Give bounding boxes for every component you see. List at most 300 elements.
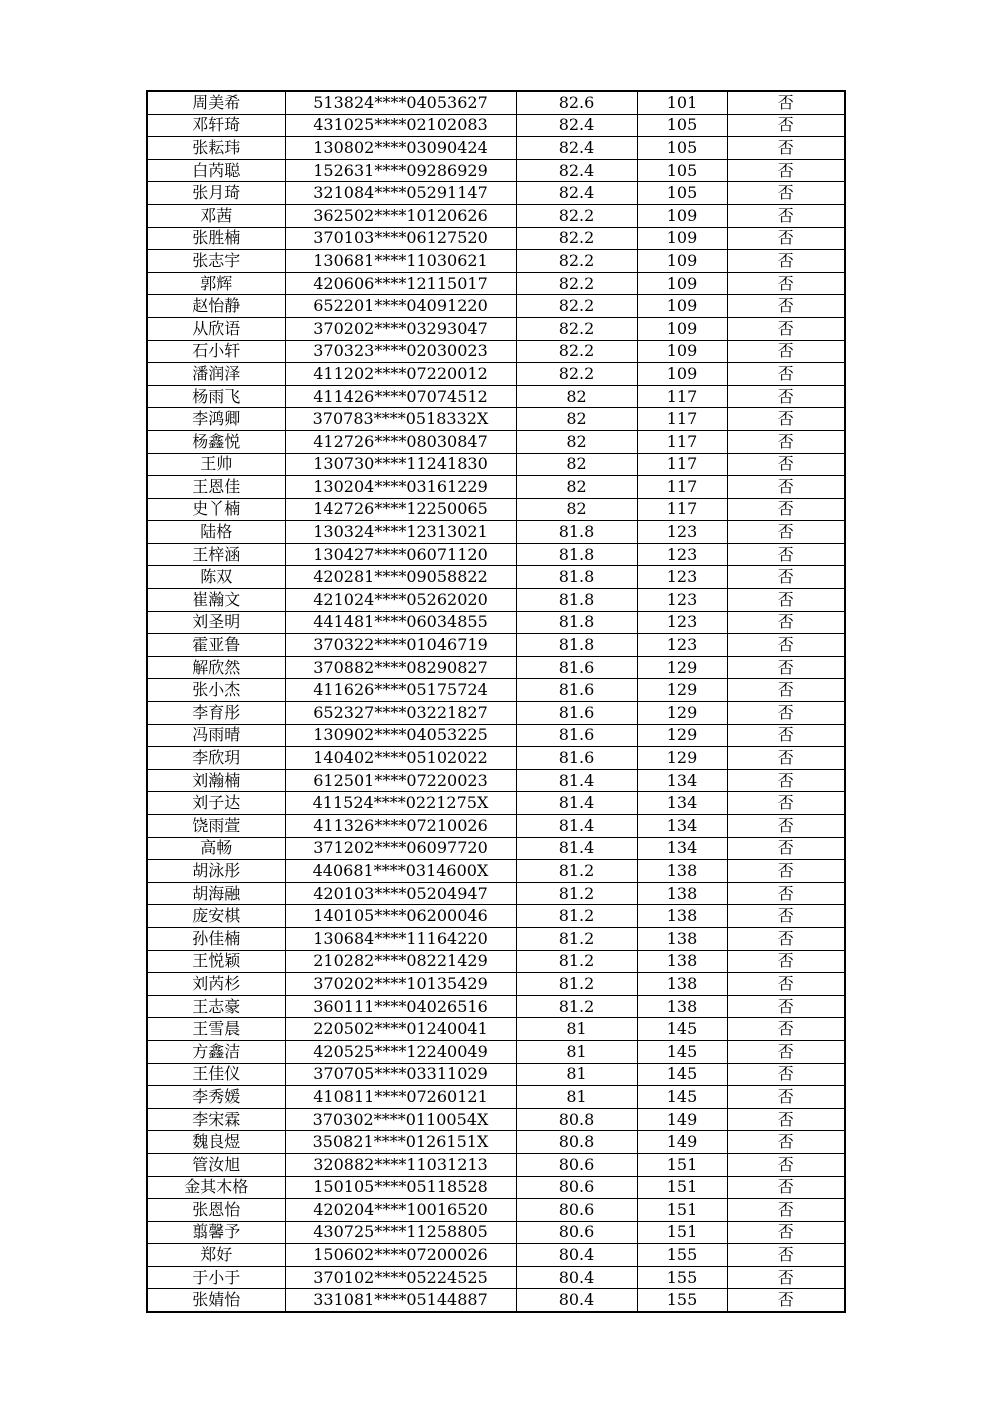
flag-cell: 否 <box>727 747 845 770</box>
name-cell: 高畅 <box>147 837 285 860</box>
score-cell: 82.2 <box>516 272 637 295</box>
id-number-cell: 130684****11164220 <box>285 927 516 950</box>
flag-cell: 否 <box>727 1063 845 1086</box>
flag-cell: 否 <box>727 679 845 702</box>
id-number-cell: 210282****08221429 <box>285 950 516 973</box>
results-table <box>146 90 846 1313</box>
id-number-cell: 331081****05144887 <box>285 1289 516 1312</box>
flag-cell: 否 <box>727 769 845 792</box>
table-row <box>147 679 845 702</box>
name-cell: 杨鑫悦 <box>147 430 285 453</box>
rank-cell: 138 <box>637 860 727 883</box>
name-cell: 崔瀚文 <box>147 589 285 612</box>
id-number-cell: 142726****12250065 <box>285 498 516 521</box>
id-number-cell: 652201****04091220 <box>285 295 516 318</box>
id-number-cell: 513824****04053627 <box>285 91 516 114</box>
table-row <box>147 815 845 838</box>
name-cell: 张胜楠 <box>147 227 285 250</box>
flag-cell: 否 <box>727 476 845 499</box>
table-row <box>147 1040 845 1063</box>
score-cell: 81.4 <box>516 769 637 792</box>
score-cell: 82.2 <box>516 340 637 363</box>
rank-cell: 151 <box>637 1221 727 1244</box>
id-number-cell: 130427****06071120 <box>285 543 516 566</box>
table-row <box>147 1244 845 1267</box>
score-cell: 81.2 <box>516 973 637 996</box>
rank-cell: 109 <box>637 295 727 318</box>
rank-cell: 117 <box>637 385 727 408</box>
id-number-cell: 130204****03161229 <box>285 476 516 499</box>
flag-cell: 否 <box>727 1176 845 1199</box>
name-cell: 冯雨晴 <box>147 724 285 747</box>
rank-cell: 105 <box>637 137 727 160</box>
score-cell: 81.8 <box>516 566 637 589</box>
id-number-cell: 420606****12115017 <box>285 272 516 295</box>
score-cell: 82 <box>516 385 637 408</box>
rank-cell: 145 <box>637 1086 727 1109</box>
name-cell: 白芮聪 <box>147 159 285 182</box>
table-row <box>147 702 845 725</box>
table-row <box>147 724 845 747</box>
rank-cell: 151 <box>637 1176 727 1199</box>
score-cell: 81 <box>516 1018 637 1041</box>
score-cell: 81.8 <box>516 543 637 566</box>
id-number-cell: 411426****07074512 <box>285 385 516 408</box>
name-cell: 张月琦 <box>147 182 285 205</box>
id-number-cell: 360111****04026516 <box>285 995 516 1018</box>
name-cell: 魏良煜 <box>147 1131 285 1154</box>
rank-cell: 138 <box>637 905 727 928</box>
rank-cell: 105 <box>637 114 727 137</box>
results-table-body <box>147 91 845 1312</box>
name-cell: 金其木格 <box>147 1176 285 1199</box>
id-number-cell: 420281****09058822 <box>285 566 516 589</box>
flag-cell: 否 <box>727 1266 845 1289</box>
score-cell: 81 <box>516 1063 637 1086</box>
rank-cell: 129 <box>637 724 727 747</box>
id-number-cell: 130681****11030621 <box>285 250 516 273</box>
score-cell: 80.8 <box>516 1108 637 1131</box>
name-cell: 陈双 <box>147 566 285 589</box>
rank-cell: 134 <box>637 792 727 815</box>
table-row <box>147 340 845 363</box>
rank-cell: 117 <box>637 476 727 499</box>
table-row <box>147 1221 845 1244</box>
name-cell: 周美希 <box>147 91 285 114</box>
flag-cell: 否 <box>727 340 845 363</box>
score-cell: 82.2 <box>516 204 637 227</box>
score-cell: 82.4 <box>516 159 637 182</box>
rank-cell: 138 <box>637 950 727 973</box>
table-row <box>147 792 845 815</box>
table-row <box>147 769 845 792</box>
rank-cell: 155 <box>637 1289 727 1312</box>
score-cell: 81 <box>516 1040 637 1063</box>
name-cell: 潘润泽 <box>147 363 285 386</box>
id-number-cell: 150602****07200026 <box>285 1244 516 1267</box>
id-number-cell: 430725****11258805 <box>285 1221 516 1244</box>
score-cell: 81.2 <box>516 860 637 883</box>
table-row <box>147 453 845 476</box>
score-cell: 82 <box>516 476 637 499</box>
score-cell: 82 <box>516 408 637 431</box>
score-cell: 82.4 <box>516 182 637 205</box>
table-row <box>147 1289 845 1312</box>
id-number-cell: 440681****0314600X <box>285 860 516 883</box>
id-number-cell: 370202****10135429 <box>285 973 516 996</box>
id-number-cell: 370705****03311029 <box>285 1063 516 1086</box>
table-row <box>147 250 845 273</box>
score-cell: 81.8 <box>516 589 637 612</box>
table-row <box>147 1199 845 1222</box>
id-number-cell: 420525****12240049 <box>285 1040 516 1063</box>
flag-cell: 否 <box>727 250 845 273</box>
score-cell: 82.2 <box>516 363 637 386</box>
rank-cell: 129 <box>637 747 727 770</box>
table-row <box>147 882 845 905</box>
rank-cell: 117 <box>637 453 727 476</box>
flag-cell: 否 <box>727 882 845 905</box>
table-row <box>147 204 845 227</box>
table-row <box>147 1153 845 1176</box>
score-cell: 82.6 <box>516 91 637 114</box>
flag-cell: 否 <box>727 566 845 589</box>
id-number-cell: 412726****08030847 <box>285 430 516 453</box>
rank-cell: 145 <box>637 1063 727 1086</box>
rank-cell: 117 <box>637 498 727 521</box>
id-number-cell: 410811****07260121 <box>285 1086 516 1109</box>
table-row <box>147 295 845 318</box>
table-row <box>147 1266 845 1289</box>
flag-cell: 否 <box>727 634 845 657</box>
id-number-cell: 370202****03293047 <box>285 317 516 340</box>
score-cell: 80.4 <box>516 1244 637 1267</box>
flag-cell: 否 <box>727 543 845 566</box>
table-row <box>147 973 845 996</box>
score-cell: 81.8 <box>516 611 637 634</box>
score-cell: 81.6 <box>516 702 637 725</box>
id-number-cell: 420103****05204947 <box>285 882 516 905</box>
name-cell: 饶雨萱 <box>147 815 285 838</box>
score-cell: 82 <box>516 430 637 453</box>
rank-cell: 129 <box>637 702 727 725</box>
score-cell: 81.8 <box>516 521 637 544</box>
name-cell: 张小杰 <box>147 679 285 702</box>
id-number-cell: 612501****07220023 <box>285 769 516 792</box>
score-cell: 82.4 <box>516 114 637 137</box>
table-row <box>147 543 845 566</box>
rank-cell: 101 <box>637 91 727 114</box>
id-number-cell: 220502****01240041 <box>285 1018 516 1041</box>
name-cell: 刘子达 <box>147 792 285 815</box>
table-row <box>147 363 845 386</box>
score-cell: 80.4 <box>516 1289 637 1312</box>
flag-cell: 否 <box>727 950 845 973</box>
table-row <box>147 747 845 770</box>
id-number-cell: 350821****0126151X <box>285 1131 516 1154</box>
id-number-cell: 441481****06034855 <box>285 611 516 634</box>
flag-cell: 否 <box>727 1153 845 1176</box>
id-number-cell: 152631****09286929 <box>285 159 516 182</box>
score-cell: 80.8 <box>516 1131 637 1154</box>
score-cell: 80.6 <box>516 1153 637 1176</box>
name-cell: 石小轩 <box>147 340 285 363</box>
flag-cell: 否 <box>727 182 845 205</box>
rank-cell: 138 <box>637 927 727 950</box>
score-cell: 81.2 <box>516 882 637 905</box>
id-number-cell: 431025****02102083 <box>285 114 516 137</box>
id-number-cell: 140105****06200046 <box>285 905 516 928</box>
rank-cell: 123 <box>637 611 727 634</box>
id-number-cell: 130730****11241830 <box>285 453 516 476</box>
flag-cell: 否 <box>727 860 845 883</box>
flag-cell: 否 <box>727 927 845 950</box>
rank-cell: 155 <box>637 1244 727 1267</box>
flag-cell: 否 <box>727 204 845 227</box>
id-number-cell: 370102****05224525 <box>285 1266 516 1289</box>
table-row <box>147 227 845 250</box>
name-cell: 邓轩琦 <box>147 114 285 137</box>
id-number-cell: 370103****06127520 <box>285 227 516 250</box>
flag-cell: 否 <box>727 137 845 160</box>
flag-cell: 否 <box>727 724 845 747</box>
id-number-cell: 321084****05291147 <box>285 182 516 205</box>
table-row <box>147 1176 845 1199</box>
flag-cell: 否 <box>727 702 845 725</box>
flag-cell: 否 <box>727 611 845 634</box>
table-row <box>147 182 845 205</box>
flag-cell: 否 <box>727 792 845 815</box>
flag-cell: 否 <box>727 295 845 318</box>
rank-cell: 138 <box>637 973 727 996</box>
table-row <box>147 566 845 589</box>
rank-cell: 129 <box>637 656 727 679</box>
id-number-cell: 362502****10120626 <box>285 204 516 227</box>
flag-cell: 否 <box>727 1199 845 1222</box>
name-cell: 翦馨予 <box>147 1221 285 1244</box>
score-cell: 81.6 <box>516 724 637 747</box>
name-cell: 李欣玥 <box>147 747 285 770</box>
table-row <box>147 385 845 408</box>
rank-cell: 109 <box>637 227 727 250</box>
id-number-cell: 371202****06097720 <box>285 837 516 860</box>
table-row <box>147 656 845 679</box>
id-number-cell: 370323****02030023 <box>285 340 516 363</box>
table-row <box>147 430 845 453</box>
score-cell: 82.2 <box>516 227 637 250</box>
id-number-cell: 320882****11031213 <box>285 1153 516 1176</box>
score-cell: 81.6 <box>516 656 637 679</box>
id-number-cell: 421024****05262020 <box>285 589 516 612</box>
rank-cell: 145 <box>637 1018 727 1041</box>
rank-cell: 109 <box>637 317 727 340</box>
table-row <box>147 137 845 160</box>
table-row <box>147 91 845 114</box>
table-row <box>147 995 845 1018</box>
score-cell: 80.4 <box>516 1266 637 1289</box>
id-number-cell: 130902****04053225 <box>285 724 516 747</box>
flag-cell: 否 <box>727 973 845 996</box>
name-cell: 李育彤 <box>147 702 285 725</box>
table-row <box>147 611 845 634</box>
flag-cell: 否 <box>727 815 845 838</box>
score-cell: 81.8 <box>516 634 637 657</box>
flag-cell: 否 <box>727 114 845 137</box>
name-cell: 郑好 <box>147 1244 285 1267</box>
id-number-cell: 411524****0221275X <box>285 792 516 815</box>
name-cell: 张恩怡 <box>147 1199 285 1222</box>
id-number-cell: 370302****0110054X <box>285 1108 516 1131</box>
score-cell: 81.2 <box>516 927 637 950</box>
table-row <box>147 589 845 612</box>
id-number-cell: 130324****12313021 <box>285 521 516 544</box>
table-row <box>147 950 845 973</box>
table-row <box>147 521 845 544</box>
flag-cell: 否 <box>727 589 845 612</box>
flag-cell: 否 <box>727 159 845 182</box>
rank-cell: 123 <box>637 634 727 657</box>
score-cell: 81.2 <box>516 950 637 973</box>
id-number-cell: 370322****01046719 <box>285 634 516 657</box>
name-cell: 方鑫洁 <box>147 1040 285 1063</box>
rank-cell: 109 <box>637 272 727 295</box>
rank-cell: 149 <box>637 1131 727 1154</box>
name-cell: 张志宇 <box>147 250 285 273</box>
table-row <box>147 498 845 521</box>
name-cell: 刘芮杉 <box>147 973 285 996</box>
rank-cell: 149 <box>637 1108 727 1131</box>
name-cell: 李宋霖 <box>147 1108 285 1131</box>
score-cell: 81.2 <box>516 995 637 1018</box>
flag-cell: 否 <box>727 1131 845 1154</box>
name-cell: 陆格 <box>147 521 285 544</box>
flag-cell: 否 <box>727 272 845 295</box>
name-cell: 刘瀚楠 <box>147 769 285 792</box>
flag-cell: 否 <box>727 1108 845 1131</box>
flag-cell: 否 <box>727 1086 845 1109</box>
table-row <box>147 634 845 657</box>
table-row <box>147 1018 845 1041</box>
rank-cell: 134 <box>637 815 727 838</box>
rank-cell: 155 <box>637 1266 727 1289</box>
name-cell: 胡海融 <box>147 882 285 905</box>
flag-cell: 否 <box>727 1221 845 1244</box>
rank-cell: 123 <box>637 521 727 544</box>
score-cell: 81.6 <box>516 747 637 770</box>
name-cell: 张耘玮 <box>147 137 285 160</box>
table-row <box>147 408 845 431</box>
table-row <box>147 159 845 182</box>
rank-cell: 105 <box>637 159 727 182</box>
name-cell: 张婧怡 <box>147 1289 285 1312</box>
table-row <box>147 114 845 137</box>
flag-cell: 否 <box>727 995 845 1018</box>
table-row <box>147 1108 845 1131</box>
score-cell: 81.4 <box>516 815 637 838</box>
flag-cell: 否 <box>727 521 845 544</box>
name-cell: 赵怡静 <box>147 295 285 318</box>
table-row <box>147 476 845 499</box>
name-cell: 王帅 <box>147 453 285 476</box>
flag-cell: 否 <box>727 385 845 408</box>
flag-cell: 否 <box>727 1040 845 1063</box>
name-cell: 王佳仪 <box>147 1063 285 1086</box>
name-cell: 郭辉 <box>147 272 285 295</box>
rank-cell: 123 <box>637 589 727 612</box>
name-cell: 王雪晨 <box>147 1018 285 1041</box>
score-cell: 80.6 <box>516 1176 637 1199</box>
rank-cell: 109 <box>637 363 727 386</box>
name-cell: 刘圣明 <box>147 611 285 634</box>
rank-cell: 138 <box>637 995 727 1018</box>
score-cell: 81.4 <box>516 837 637 860</box>
rank-cell: 109 <box>637 340 727 363</box>
name-cell: 王梓涵 <box>147 543 285 566</box>
name-cell: 管汝旭 <box>147 1153 285 1176</box>
score-cell: 82.4 <box>516 137 637 160</box>
score-cell: 81.4 <box>516 792 637 815</box>
table-row <box>147 1063 845 1086</box>
flag-cell: 否 <box>727 1289 845 1312</box>
rank-cell: 129 <box>637 679 727 702</box>
name-cell: 李鸿卿 <box>147 408 285 431</box>
id-number-cell: 370882****08290827 <box>285 656 516 679</box>
flag-cell: 否 <box>727 905 845 928</box>
rank-cell: 138 <box>637 882 727 905</box>
name-cell: 霍亚鲁 <box>147 634 285 657</box>
score-cell: 82.2 <box>516 317 637 340</box>
table-row <box>147 317 845 340</box>
name-cell: 王悦颖 <box>147 950 285 973</box>
flag-cell: 否 <box>727 363 845 386</box>
score-cell: 80.6 <box>516 1221 637 1244</box>
flag-cell: 否 <box>727 1018 845 1041</box>
id-number-cell: 411202****07220012 <box>285 363 516 386</box>
flag-cell: 否 <box>727 430 845 453</box>
rank-cell: 109 <box>637 204 727 227</box>
id-number-cell: 140402****05102022 <box>285 747 516 770</box>
rank-cell: 151 <box>637 1199 727 1222</box>
name-cell: 庞安棋 <box>147 905 285 928</box>
name-cell: 史丫楠 <box>147 498 285 521</box>
table-row <box>147 860 845 883</box>
rank-cell: 123 <box>637 566 727 589</box>
id-number-cell: 411626****05175724 <box>285 679 516 702</box>
id-number-cell: 420204****10016520 <box>285 1199 516 1222</box>
flag-cell: 否 <box>727 227 845 250</box>
score-cell: 82 <box>516 498 637 521</box>
rank-cell: 117 <box>637 408 727 431</box>
flag-cell: 否 <box>727 91 845 114</box>
rank-cell: 151 <box>637 1153 727 1176</box>
flag-cell: 否 <box>727 498 845 521</box>
name-cell: 孙佳楠 <box>147 927 285 950</box>
name-cell: 王恩佳 <box>147 476 285 499</box>
rank-cell: 134 <box>637 837 727 860</box>
score-cell: 82.2 <box>516 250 637 273</box>
table-row <box>147 905 845 928</box>
flag-cell: 否 <box>727 837 845 860</box>
name-cell: 王志豪 <box>147 995 285 1018</box>
table-row <box>147 1131 845 1154</box>
table-row <box>147 1086 845 1109</box>
id-number-cell: 150105****05118528 <box>285 1176 516 1199</box>
rank-cell: 109 <box>637 250 727 273</box>
rank-cell: 117 <box>637 430 727 453</box>
name-cell: 李秀媛 <box>147 1086 285 1109</box>
id-number-cell: 652327****03221827 <box>285 702 516 725</box>
name-cell: 胡泳彤 <box>147 860 285 883</box>
